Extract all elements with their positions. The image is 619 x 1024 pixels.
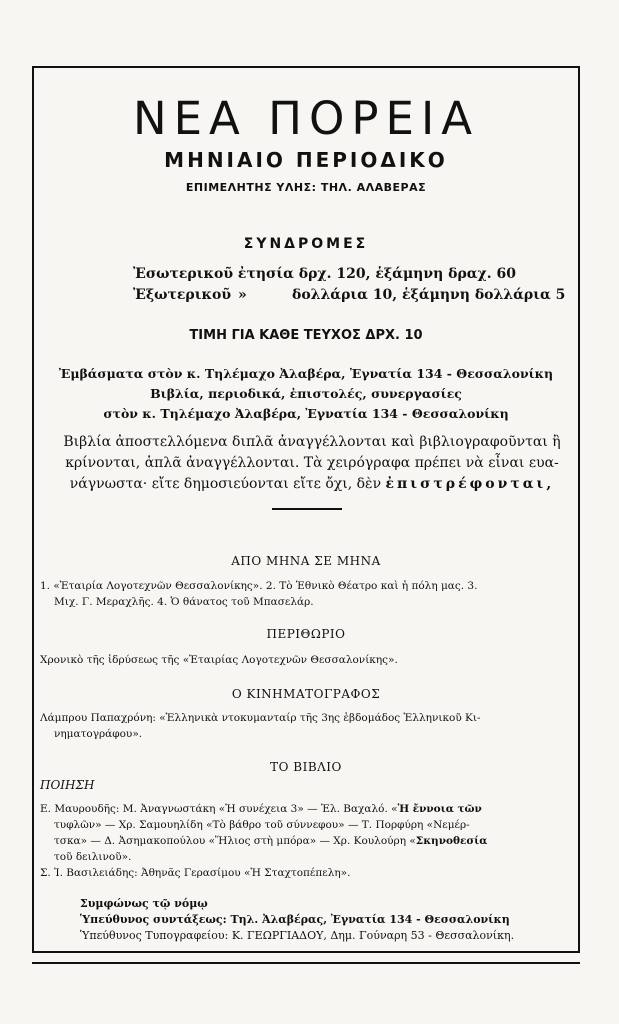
cinema-section-heading: Ο ΚΙΝΗΜΑΤΟΓΡΑΦΟΣ bbox=[231, 687, 381, 701]
month-section-heading: ΑΠΟ ΜΗΝΑ ΣΕ ΜΗΝΑ bbox=[231, 554, 381, 568]
legal-line-3: Ὑπεύθυνος Τυπογραφείου: Κ. ΓΕΩΡΓΙΑΔΟΥ, Δημ. Γούναρη 53 - Θεσσαλονίκη. bbox=[80, 929, 515, 942]
notice-line-3 bbox=[62, 476, 562, 492]
domestic-rate: Ἐσωτερικοῦ ἐτησία δρχ. 120, ἑξάμηνη δραχ. 60 bbox=[133, 266, 516, 282]
notice-line-3-emphasis: ἐπιστρέφονται, bbox=[385, 476, 555, 492]
magazine-subtitle: ΜΗΝΙΑΙΟ ΠΕΡΙΟΔΙΚΟ bbox=[164, 148, 448, 172]
remittance-line-2: Βιβλία, περιοδικά, ἐπιστολές, συνεργασίες bbox=[150, 386, 462, 401]
remittance-line-1: Ἐμβάσματα στὸν κ. Τηλέμαχο Ἀλαβέρα, Ἐγνατία 134 - Θεσσαλονίκη bbox=[58, 366, 554, 381]
poetry-label: ΠΟΙΗΣΗ bbox=[40, 778, 95, 792]
margin-section-heading: ΠΕΡΙΘΩΡΙΟ bbox=[266, 627, 346, 641]
margin-line: Χρονικὸ τῆς ἱδρύσεως τῆς «Ἑταιρίας Λογοτεχνῶν Θεσσαλονίκης». bbox=[40, 654, 398, 666]
poetry-line-2: τυφλῶν» — Χρ. Σαμουηλίδη «Τὸ βάθρο τοῦ σύννεφου» — Τ. Πορφύρη «Νεμέρ- bbox=[54, 819, 470, 831]
legal-line-1: Συμφώνως τῷ νόμῳ bbox=[80, 897, 208, 910]
issue-price: ΤΙΜΗ ΓΙΑ ΚΑΘΕ ΤΕΥΧΟΣ ΔΡΧ. 10 bbox=[189, 328, 423, 343]
foreign-rate-value: δολλάρια 10, ἑξάμηνη δολλάρια 5 bbox=[292, 287, 566, 303]
poetry-line-3-text: τσκα» — Δ. Ἀσημακοπούλου «Ἥλιος στὴ μπόρα» — Χρ. Κουλούρη « bbox=[54, 835, 416, 847]
cinema-line-2: νηματογράφου». bbox=[54, 728, 143, 740]
notice-line-3-text: νάγνωστα· εἴτε δημοσιεύονται εἴτε ὄχι, δὲν bbox=[69, 476, 382, 492]
foreign-rate-label: Ἐξωτερικοῦ bbox=[133, 287, 232, 303]
section-divider bbox=[272, 508, 342, 510]
magazine-title: ΝΕΑ ΠΟΡΕΙΑ bbox=[132, 92, 480, 145]
poetry-line-1-emphasis: Ἡ ἔννοια τῶν bbox=[397, 803, 482, 815]
bottom-rule bbox=[32, 962, 580, 964]
poetry-line-3-emphasis: Σκηνοθεσία bbox=[415, 835, 488, 847]
remittance-line-3: στὸν κ. Τηλέμαχο Ἀλαβέρα, Ἐγνατία 134 - Θεσσαλονίκη bbox=[103, 406, 509, 421]
legal-line-2: Ὑπεύθυνος συντάξεως: Τηλ. Ἀλαβέρας, Ἐγνατία 134 - Θεσσαλονίκη bbox=[80, 913, 510, 926]
poetry-line-3 bbox=[54, 835, 487, 847]
poetry-line-4: τοῦ δειλινοῦ». bbox=[54, 851, 132, 863]
foreign-rate-mark: » bbox=[238, 287, 247, 303]
poetry-line-1 bbox=[40, 803, 482, 815]
notice-line-2: κρίνονται, ἁπλᾶ ἀναγγέλλονται. Τὰ χειρόγραφα πρέπει νὰ εἶναι ευα- bbox=[65, 455, 559, 471]
poetry-line-1-text: Ε. Μαυρουδῆς: Μ. Ἀναγνωστάκη «Ἡ συνέχεια 3» — Ἐλ. Βαχαλό. « bbox=[40, 803, 398, 815]
book-section-heading: ΤΟ ΒΙΒΛΙΟ bbox=[270, 760, 342, 774]
cinema-line-1: Λάμπρου Παπαχρόνη: «Ἑλληνικὰ ντοκυμανταίρ τῆς 3ης ἑβδομάδος Ἑλληνικοῦ Κι- bbox=[40, 712, 481, 724]
month-line-2: Μιχ. Γ. Μεραχλῆς. 4. Ὁ θάνατος τοῦ Μπασελάρ. bbox=[54, 596, 314, 608]
subscriptions-heading: ΣΥΝΔΡΟΜΕΣ bbox=[243, 236, 369, 252]
editor-line: ΕΠΙΜΕΛΗΤΗΣ ΥΛΗΣ: ΤΗΛ. ΑΛΑΒΕΡΑΣ bbox=[185, 181, 427, 194]
notice-line-1: Βιβλία ἀποστελλόμενα διπλᾶ ἀναγγέλλονται καὶ βιβλιογραφοῦνται ἢ bbox=[63, 434, 561, 450]
poetry-line-5: Σ. Ἰ. Βασιλειάδης: Ἀθηνᾶς Γερασίμου «Ἡ Σταχτοπέπελη». bbox=[40, 867, 351, 879]
month-line-1: 1. «Ἑταιρία Λογοτεχνῶν Θεσσαλονίκης». 2. Τὸ Ἐθνικὸ Θέατρο καὶ ἡ πόλη μας. 3. bbox=[40, 580, 478, 592]
